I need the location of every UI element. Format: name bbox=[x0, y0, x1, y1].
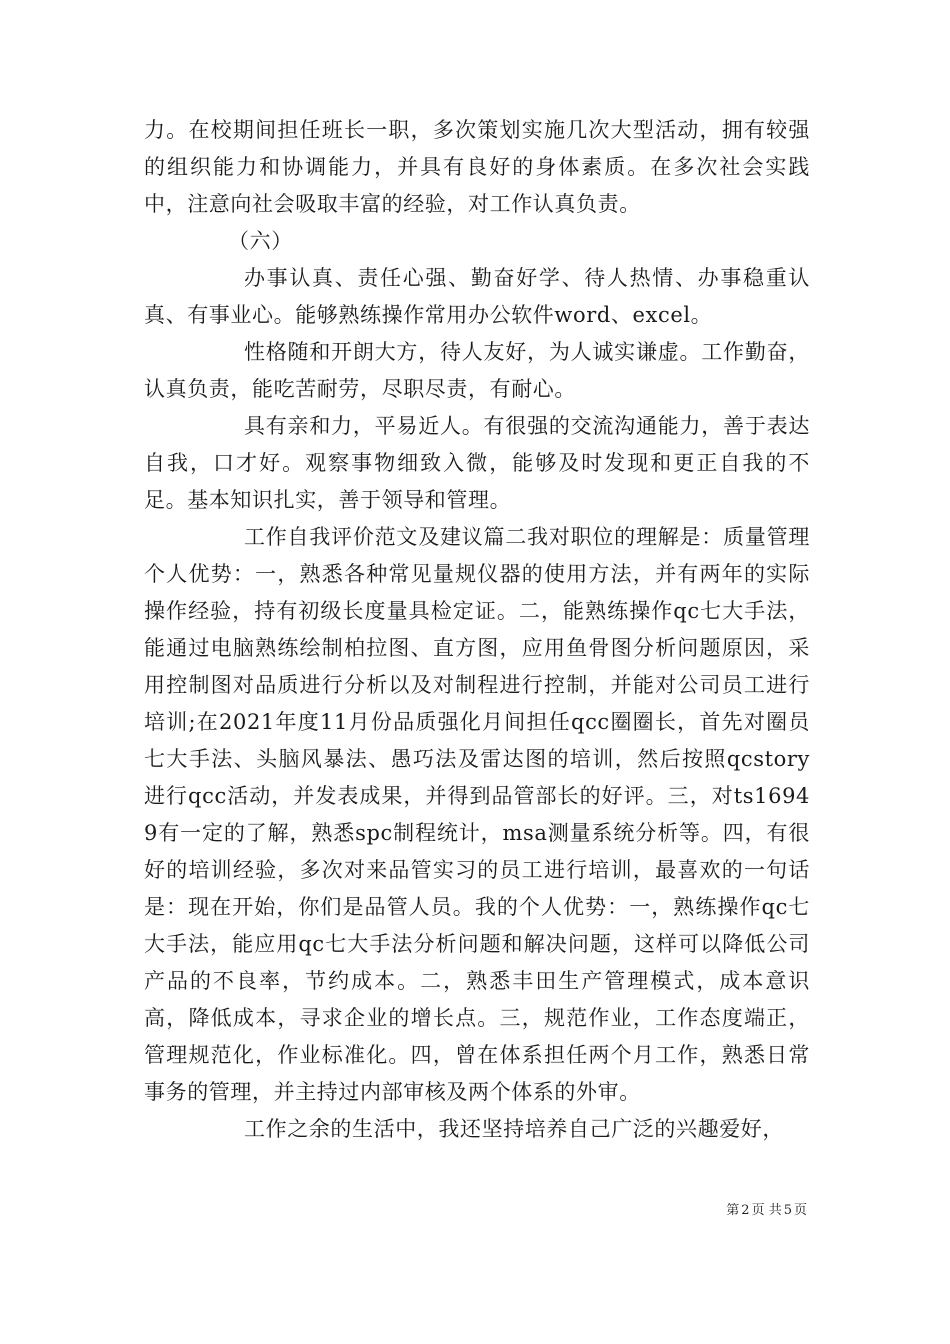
paragraph-continuation: 力。在校期间担任班长一职，多次策划实施几次大型活动，拥有较强的组织能力和协调能力，并具有良好的身体素质。在多次社会实践中，注意向社会吸取丰富的经验，对工作认真负责。 bbox=[144, 118, 810, 216]
paragraph-work-attitude: 办事认真、责任心强、勤奋好学、待人热情、办事稳重认真、有事业心。能够熟练操作常用办公软件word、excel。 bbox=[144, 266, 810, 327]
paragraph-hobbies: 工作之余的生活中，我还坚持培养自己广泛的兴趣爱好， bbox=[244, 1117, 784, 1141]
page-number-footer bbox=[0, 1202, 808, 1220]
section-heading-six: （六） bbox=[228, 229, 293, 253]
footer-total-pages: 5 bbox=[783, 1203, 792, 1218]
paragraph-personality: 性格随和开朗大方，待人友好，为人诚实谦虚。工作勤奋，认真负责，能吃苦耐劳，尽职尽责，有耐心。 bbox=[144, 340, 810, 401]
footer-middle: 页 共 bbox=[751, 1203, 782, 1218]
footer-suffix: 页 bbox=[793, 1203, 807, 1218]
document-body bbox=[144, 112, 810, 1148]
footer-current-page: 2 bbox=[741, 1203, 750, 1218]
paragraph-quality-management: 工作自我评价范文及建议篇二我对职位的理解是：质量管理个人优势：一，熟悉各种常见量规仪器的使用方法，并有两年的实际操作经验，持有初级长度量具检定证。二，能熟练操作qc七大手法，能通过电脑熟练绘制柏拉图、直方图，应用鱼骨图分析问题原因，采用控制图对品质进行分析以及对制程进行控制，并能对公司员工进行培训;在2021年度11月份品质强化月间担任qcc圈圈长，首先对圈员七大手法、头脑风暴法、愚巧法及雷达图的培训，然后按照qcstory进行qcc活动，并发表成果，并得到品管部长的好评。三，对ts16949有一定的了解，熟悉spc制程统计，msa测量系统分析等。四，有很好的培训经验，多次对来品管实习的员工进行培训，最喜欢的一句话是：现在开始，你们是品管人员。我的个人优势：一，熟练操作qc七大手法，能应用qc七大手法分析问题和解决问题，这样可以降低公司产品的不良率，节约成本。二，熟悉丰田生产管理模式，成本意识高，降低成本，寻求企业的增长点。三，规范作业，工作态度端正，管理规范化，作业标准化。四，曾在体系担任两个月工作，熟悉日常事务的管理，并主持过内部审核及两个体系的外审。 bbox=[144, 525, 810, 1104]
paragraph-communication: 具有亲和力，平易近人。有很强的交流沟通能力，善于表达自我，口才好。观察事物细致入微，能够及时发现和更正自我的不足。基本知识扎实，善于领导和管理。 bbox=[144, 414, 810, 512]
footer-prefix: 第 bbox=[726, 1203, 740, 1218]
